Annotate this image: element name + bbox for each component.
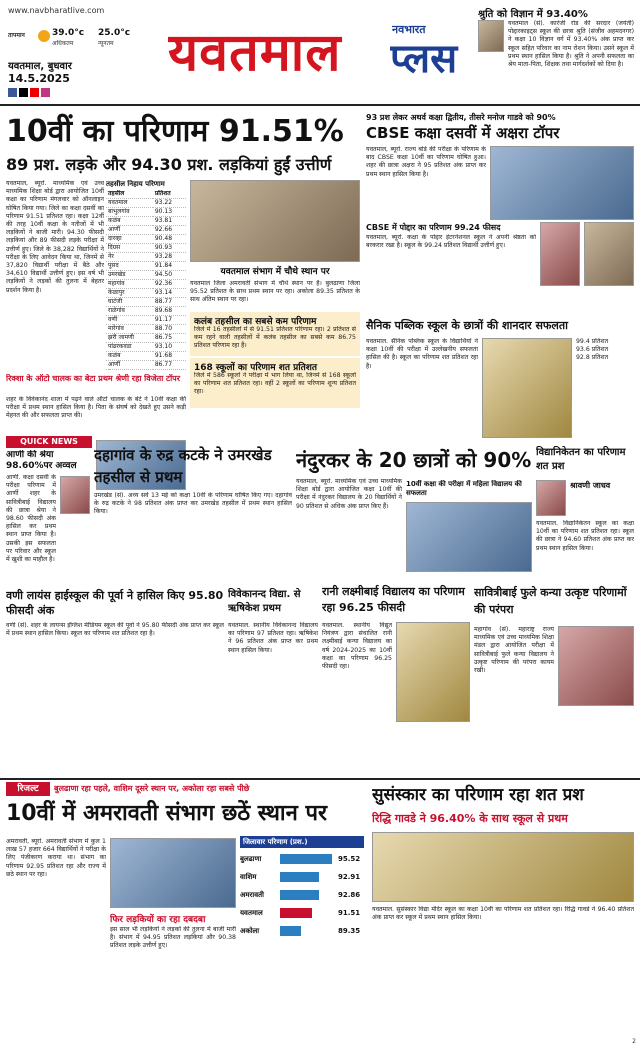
taluka-cell: [106, 370, 153, 371]
topright-body: यवतमाल (सं). कारंजी रोड की सरदार (जयंती) पोद्दारकाइट्स स्कूल की छात्रा श्रुति (संजीव अहमदनगर) ने कक्षा 10 विज्ञान वर्ग में 93.40% अंक प्राप्त कर स्कूल सहित परिवार का नाम रोशन किया। उसने स्कूल में प्रथम स्थान हासिल किया है। श्रुति ने अपनी सफलता का श्रेय माता-पिता, शिक्षक तथा मार्गदर्शकों को दिया है।: [508, 20, 634, 69]
taluka-cell: 90.13: [153, 208, 186, 217]
temp-min: 25.0°c: [98, 28, 131, 38]
weather-box: [8, 24, 138, 56]
taluka-cell: घाटंजी: [106, 298, 153, 307]
taluka-cell: उमरखेड: [106, 271, 153, 280]
nandurkar-sub-headline: 10वीं कक्षा की परीक्षा में महिला विद्यालय की सफलता: [406, 480, 522, 497]
issue-date: 14.5.2025: [8, 72, 70, 85]
taluka-cell: 93.22: [153, 199, 186, 208]
sainik-headline: सैनिक पब्लिक स्कूल के छात्रों की शानदार सफलता: [366, 319, 568, 332]
chart-bar: [280, 854, 332, 864]
topright-story: [478, 6, 634, 102]
susanskar-body: यवतमाल. सुसंस्कार विद्या मंदिर स्कूल का कक्षा 10वीं का परिणाम शत प्रतिशत रहा। रिद्धि गावडे ने 96.40 प्रतिशत अंक प्राप्त कर स्कूल में प्रथम स्थान हासिल किया।: [372, 906, 634, 922]
umarkhed-body: उमरखेड (सं). अध्य सर्वे 13 मई को कक्षा 10वीं के परिणाम घोषित किए गए। दहागांव के रुद्र कटके ने 98 प्रतिशत अंक प्राप्त कर उमरखेड तहसील में प्रथम स्थान हासिल किया।: [94, 492, 292, 516]
chart-bar: [280, 890, 319, 900]
savitribai-story: [474, 584, 634, 776]
taluka-cell: [153, 370, 186, 371]
taluka-cell: कळंब: [106, 217, 153, 226]
vidyaniketan-body: यवतमाल. विद्यानिकेतन स्कूल का कक्षा 10वीं का परिणाम शत प्रतिशत रहा। स्कूल की छात्रा ने 94.60 प्रतिशत अंक प्राप्त कर प्रथम स्थान हासिल किया।: [536, 520, 634, 552]
taluka-row: [106, 199, 186, 208]
ranilaxmi-story: [322, 584, 470, 776]
cbse-group-photo: [490, 146, 634, 220]
chart-unit: (प्रश.): [289, 838, 308, 846]
chart-header: [240, 836, 364, 848]
auto-driver-story: [6, 374, 186, 434]
taluka-cell: दारव्हा: [106, 235, 153, 244]
sainik-result-2: 93.6 प्रतिशत: [576, 346, 609, 354]
chart-value-label: 91.51: [338, 909, 361, 917]
chart-category-label: अमरावती: [240, 891, 264, 899]
chart-bar: [280, 926, 301, 936]
taluka-cell: महागांव: [106, 280, 153, 289]
family-photo: [190, 180, 360, 262]
taluka-row: [106, 253, 186, 262]
taluka-header-cell: तहसील: [106, 190, 153, 199]
temp-min-label: न्यूनतम: [98, 40, 114, 47]
result-label: रिजल्ट: [6, 782, 50, 796]
chart-category-label: वाशिम: [240, 873, 257, 881]
taluka-cell: 92.66: [153, 226, 186, 235]
brand-top: नवभारत: [392, 23, 426, 36]
dateline: यवतमाल, बुधवार: [8, 61, 72, 72]
nandurkar-headline: नंदुरकर के 20 छात्रों को 90%: [296, 448, 532, 472]
susanskar-subhead: रिद्धि गावडे ने 96.40% के साथ स्कूल से प्रथम: [372, 812, 568, 825]
nandurkar-body: यवतमाल, ब्यूरो. माध्यमिक एवं उच्च माध्यमिक शिक्षा बोर्ड द्वारा आयोजित कक्षा 10वीं की परीक्षा में नंदुरकर विद्यालय के 20 विद्यार्थियों ने 90 प्रतिशत से अधिक अंक प्राप्त किए हैं।: [296, 478, 402, 510]
taluka-row: [106, 244, 186, 253]
taluka-row: [106, 352, 186, 361]
website-url[interactable]: www.navbharatlive.com: [8, 6, 105, 15]
cbse-sub-body: यवतमाल, ब्यूरो. कक्षा के पोद्दार इंटरनेशनल स्कूल ने अपनी श्रेष्ठता को बरकरार रखा है। स्कूल के 99.24 प्रतिशत विद्यार्थी उत्तीर्ण हुए।: [366, 234, 536, 250]
vivekanand-headline: विवेकानन्द विद्या. से ऋषिकेश प्रथम: [228, 589, 301, 614]
taluka-cell: 93.14: [153, 289, 186, 298]
taluka-cell: वणी: [106, 316, 153, 325]
taluka-cell: झरी जामणी: [106, 334, 153, 343]
taluka-cell: 93.10: [153, 343, 186, 352]
taluka-cell: नेर: [106, 253, 153, 262]
savitribai-headline: सावित्रीबाई फुले कन्या उत्कृष्ट परिणामों की परंपरा: [474, 586, 627, 616]
taluka-header-cell: प्रतिशत: [153, 190, 186, 199]
taluka-cell: 94.50: [153, 271, 186, 280]
x-icon[interactable]: [19, 88, 28, 97]
quick-news-headline: आर्णी की श्रेया 98.60%पर अव्वल: [6, 450, 77, 471]
social-icons: [8, 88, 68, 98]
quick-news-body: आर्णी. कक्षा दसवीं के परीक्षा परिणाम में आर्णी शहर के सावित्रीबाई विद्यालय की छात्रा श्रेया ने 98.60 फीसदी अंक हासिल कर प्रथम स्थान प्राप्त किया है। उसकी इस सफलता पर परिवार और स्कूल में खुशी का माहौल है।: [6, 474, 56, 564]
schools-headline: 168 स्कूलों का परिणाम शत प्रतिशत: [194, 363, 317, 373]
topright-headline: श्रुति को विज्ञान में 93.40%: [478, 9, 588, 20]
taluka-cell: 88.77: [153, 298, 186, 307]
result-kicker: बुलढाणा रहा पहले, वाशिम दूसरे स्थान पर, अकोला रहा सबसे पीछे: [54, 784, 250, 793]
quick-news-label: QUICK NEWS: [6, 436, 92, 448]
taluka-cell: 92.36: [153, 280, 186, 289]
sainik-result-1: 99.4 प्रतिशत: [576, 338, 609, 345]
sainik-body: यवतमाल. सैनिक पब्लिक स्कूल के विद्यार्थियों ने कक्षा 10वीं की परीक्षा में उल्लेखनीय सफलता हासिल की है। स्कूल का परिणाम शत प्रतिशत रहा है।: [366, 338, 478, 370]
result-body: अमरावती, ब्यूरो. अमरावती संभाग में कुल 1 लाख 57 हजार 664 विद्यार्थियों ने परीक्षा के लिए पंजीकरण कराया था। संभाग का परिणाम 92.95 प्रतिशत रहा और राज्य में छठे स्थान पर रहा।: [6, 838, 106, 878]
result-photo: [110, 838, 236, 908]
sun-icon: [38, 30, 50, 42]
taluka-row: [106, 235, 186, 244]
taluka-row: [106, 271, 186, 280]
sainik-result-3: 92.8 प्रतिशत: [576, 354, 609, 362]
taluka-header-row: [106, 190, 186, 199]
chart-title: जिलावार परिणाम: [243, 838, 288, 846]
instagram-icon[interactable]: [41, 88, 50, 97]
result-headline: 10वीं में अमरावती संभाग छठें स्थान पर: [6, 801, 327, 826]
lead-body: यवतमाल, ब्यूरो. माध्यमिक एवं उच्च माध्यमिक शिक्षा बोर्ड द्वारा आयोजित 10वीं कक्षा का परिणाम मंगलवार को ऑनलाइन घोषित किया गया। जिले का कक्षा दसवीं का परिणाम 91.51 प्रतिशत रहा। कक्षा 12वीं की तरह 10वीं कक्षा के नतीजों में भी लड़कियों ने बाजी मारी। 94.30 फीसदी लड़कियां और 89 फीसदी लड़के परीक्षा में उत्तीर्ण हुए। जिले के 38,282 विद्यार्थियों ने परीक्षा के लिए आवेदन किया था, जिनमें से 37,820 विद्यार्थी परीक्षा में बैठे और 34,610 विद्यार्थी उत्तीर्ण हुए। इस वर्ष भी लड़कियों ने लड़कों की तुलना में बेहतर प्रदर्शन किया है।: [6, 180, 104, 294]
taluka-cell: यवतमाल: [106, 199, 153, 208]
chart-category-label: बुलढाणा: [240, 855, 262, 863]
brand-bottom: प्लस: [390, 36, 458, 82]
masthead-rule: [0, 104, 640, 106]
kalamb-body: जिले में 16 तहसीलों में से 91.51 प्रतिशत परिणाम रहा। 2 प्रतिशत से कम रहने वाली तहसीलों में कलंब तहसील का सबसे कम 86.75 प्रतिशत परिणाम रहा है।: [194, 326, 356, 350]
ranilaxmi-body: यवतमाल. स्थानीय विद्युत नियंत्रण द्वारा संचालित रानी लक्ष्मीबाई कन्या विद्यालय का वर्ष 2024-2025 का 10वीं कक्षा का परिणाम 96.25 फीसदी रहा।: [322, 622, 392, 671]
ranilaxmi-headline: रानी लक्ष्मीबाई विद्यालय का परिणाम रहा 96.25 फीसदी: [322, 585, 465, 614]
susanskar-photo: [372, 832, 634, 902]
topright-photo: [478, 20, 504, 52]
taluka-table-title: तहसील निहाय परिणाम: [106, 180, 165, 188]
taluka-cell: 86.77: [153, 361, 186, 370]
sainik-story: [366, 318, 634, 442]
taluka-cell: बाभुलगांव: [106, 208, 153, 217]
taluka-row: [106, 280, 186, 289]
cbse-sub-headline: CBSE में पोद्दार का परिणाम 99.24 फीसद: [366, 223, 501, 232]
taluka-cell: केळापुर: [106, 289, 153, 298]
susanskar-story: [372, 782, 634, 1044]
vidyaniketan-photo: [536, 480, 566, 516]
taluka-table: [106, 180, 186, 370]
facebook-icon[interactable]: [8, 88, 17, 97]
taluka-cell: राळेगांव: [106, 307, 153, 316]
auto-driver-body: शहर के विवेकानंद शाला में पढ़ने वाले ऑटो चालक के बेटे ने 10वीं कक्षा की परीक्षा में प्रथम स्थान हासिल किया है। पिता के संघर्ष को देखते हुए उसने कड़ी मेहनत की और सफलता प्राप्त की।: [6, 396, 186, 420]
taluka-cell: 88.70: [153, 325, 186, 334]
kalamb-headline: कलंब तहसील का सबसे कम परिणाम: [194, 317, 317, 327]
cbse-story: [366, 112, 634, 312]
taluka-row: [106, 262, 186, 271]
umarkhed-headline: दहागांव के रुद्र कटके ने उमरखेड तहसील से प्रथम: [94, 446, 272, 486]
cbse-staff-photo: [584, 222, 634, 286]
taluka-row: [106, 208, 186, 217]
taluka-cell: 89.68: [153, 307, 186, 316]
result-rule: [0, 778, 640, 780]
temp-max: 39.0°c: [52, 28, 85, 38]
temp-label: तापमान: [8, 32, 25, 39]
taluka-cell: कळंब: [106, 352, 153, 361]
taluka-row: [106, 316, 186, 325]
savitribai-photo: [558, 626, 634, 706]
chart-value-label: 92.91: [338, 873, 361, 881]
taluka-row: [106, 289, 186, 298]
schools-body: जिले में 586 स्कूलों ने परीक्षा में भाग लिया था, जिनमें से 168 स्कूलों का परिणाम शत प्रतिशत रहा। वहीं 2 स्कूलों का परिणाम शून्य प्रतिशत रहा।: [194, 372, 356, 396]
taluka-row: [106, 334, 186, 343]
nandurkar-story: [296, 446, 532, 576]
taluka-row: [106, 226, 186, 235]
nandurkar-photo: [406, 502, 532, 572]
masthead-title: यवतमाल: [168, 23, 342, 83]
taluka-cell: मारेगांव: [106, 325, 153, 334]
taluka-row: [106, 298, 186, 307]
chart-value-label: 92.86: [338, 891, 361, 899]
chart-rows: [240, 850, 364, 944]
taluka-cell: 91.68: [153, 352, 186, 361]
chart-bar: [280, 872, 319, 882]
taluka-cell: 93.81: [153, 217, 186, 226]
taluka-cell: दिग्रस: [106, 244, 153, 253]
quick-news: [6, 436, 92, 586]
taluka-cell: 91.17: [153, 316, 186, 325]
cbse-topper-photo: [540, 222, 580, 286]
savitribai-body: महागांव (सं). महाराष्ट्र राज्य माध्यमिक एवं उच्च माध्यमिक शिक्षा मंडल द्वारा आयोजित परीक्षा में सावित्रीबाई फुले कन्या विद्यालय ने उत्कृष्ट परिणाम की परंपरा कायम रखी।: [474, 626, 554, 675]
taluka-row: [106, 343, 186, 352]
taluka-cell: 90.93: [153, 244, 186, 253]
vivekanand-body: यवतमाल. स्थानीय विवेकानन्द विद्यालय का परिणाम 97 प्रतिशत रहा। ऋषिकेश ने 96 प्रतिशत अंक प्राप्त कर प्रथम स्थान हासिल किया।: [228, 622, 318, 654]
susanskar-headline: सुसंस्कार का परिणाम रहा शत प्रश: [372, 785, 584, 805]
division-body: यवतमाल जिला अमरावती संभाग में चौथे स्थान पर है। बुलढाणा जिला 95.52 प्रतिशत के साथ प्रथम स्थान पर रहा। अकोला 89.35 प्रतिशत के साथ अंतिम स्थान पर रहा।: [190, 280, 360, 304]
lead-subhead: 89 प्रश. लड़के और 94.30 प्रश. लड़कियां हुईं उत्तीर्ण: [6, 155, 332, 174]
chart-value-label: 95.52: [338, 855, 361, 863]
chart-category-label: अकोला: [240, 927, 260, 935]
kalamb-box: [190, 312, 360, 356]
quick-news-photo: [60, 476, 90, 514]
sainik-results: [576, 338, 634, 438]
taluka-cell: 86.75: [153, 334, 186, 343]
schools-box: [190, 358, 360, 408]
taluka-cell: 91.84: [153, 262, 186, 271]
umarkhed-story: [94, 444, 292, 570]
youtube-icon[interactable]: [30, 88, 39, 97]
taluka-cell: पांढरकवडा: [106, 343, 153, 352]
taluka-row: [106, 361, 186, 370]
chart-bar: [280, 908, 312, 918]
taluka-row: [106, 217, 186, 226]
temp-max-label: अधिकतम: [52, 40, 74, 47]
girls-body: इस साल भी लड़कियों ने लड़कों की तुलना में बाजी मारी है। संभाग में 94.95 प्रतिशत लड़कियां और 90.38 प्रतिशत लड़के उत्तीर्ण हुए।: [110, 926, 236, 950]
page-number: 2: [632, 1038, 636, 1045]
taluka-cell: आर्णी: [106, 361, 153, 370]
wani-story: [6, 588, 224, 774]
ranilaxmi-photo: [396, 622, 470, 722]
auto-driver-headline: रिक्शा के ऑटो चालक का बेटा प्रथम श्रेणी रहा विजेता टॉपर: [6, 374, 180, 383]
girls-headline: फिर लड़कियों का रहा दबदबा: [110, 915, 206, 925]
cbse-headline: CBSE कक्षा दसवीं में अक्षरा टॉपर: [366, 124, 560, 142]
cbse-body: यवतमाल, ब्यूरो. राज्य बोर्ड की परीक्षा के परिणाम के बाद CBSE कक्षा 10वीं का परिणाम घोषित हुआ। शहर की छात्रा अक्षरा ने 95 प्रतिशत अंक प्राप्त कर प्रथम स्थान हासिल किया है।: [366, 146, 486, 178]
sainik-photo: [482, 338, 572, 438]
wani-headline: वणी लायंस हाईस्कूल की पूर्वा ने हासिल किए 95.80 फीसदी अंक: [6, 589, 224, 617]
cbse-kicker: 93 प्रश लेकर अथर्व कक्षा द्वितीय, तीसरे मनोज गाडवे को 90%: [366, 113, 556, 122]
vidyaniketan-headline: विद्यानिकेतन का परिणाम शत प्रश: [536, 447, 626, 472]
taluka-cell: 90.48: [153, 235, 186, 244]
chart-value-label: 89.35: [338, 927, 361, 935]
vidyaniketan-story: [536, 446, 634, 576]
vivekanand-story: [228, 588, 318, 774]
taluka-row: [106, 325, 186, 334]
taluka-row: [106, 370, 186, 371]
taluka-cell: पुसद: [106, 262, 153, 271]
taluka-cell: 93.28: [153, 253, 186, 262]
vidyaniketan-topper: श्रावणी जाधव: [570, 481, 611, 490]
family-caption: यवतमाल संभाग में चौथे स्थान पर: [190, 264, 360, 278]
lead-headline: 10वीं का परिणाम 91.51%: [6, 114, 344, 149]
taluka-row: [106, 307, 186, 316]
taluka-cell: आर्णी: [106, 226, 153, 235]
taluka-table-grid: [106, 190, 186, 370]
wani-body: वणी (सं). शहर के लायन्स इंग्लिश मीडियम स्कूल की पूर्वा ने 95.80 फीसदी अंक प्राप्त कर स्कूल में प्रथम स्थान हासिल किया। स्कूल का परिणाम शत प्रतिशत रहा है।: [6, 622, 224, 638]
district-chart: [240, 836, 364, 946]
chart-category-label: यवतमाल: [240, 909, 263, 917]
